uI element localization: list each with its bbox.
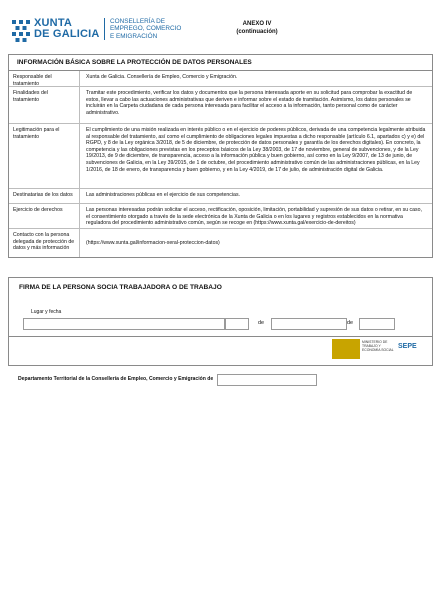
row-value: El cumplimiento de una misión realizada en interés público o en el ejercicio de poderes públicos, derivada de una competencia legalmente atribuida al responsable del tratamiento, así como el cumplimiento de obligaciones legales impuestas a dicho responsable (artículo 6.1, apartados c) y e) del RGPD, y 8 de la Ley orgánica 3/2018, de 5 de diciembre, de protección de datos personales y garantía de los derechos digitales). En concreto, la competencia y las obligaciones previstas en los preceptos básicos de la Ley 38/2003, de 17 de noviembre, general de subvenciones, y de la Ley 19/2013, de 9 de diciembre, de transparencia, acceso a la información pública y buen gobierno, así como en la Ley 9/2007, de 13 de junio, de subvenciones de Galicia, en la Ley 39/2015, de 1 de octubre, del procedimiento administrativo común de las administraciones públicas, en la Ley 1/2016, de 18 de enero, de transparencia y buen gobierno, y en la Ley 4/2019, de 17 de julio, de administración digital de Galicia. xyxy=(86,127,426,173)
row-value: Tramitar este procedimiento, verificar los datos y documentos que la persona interesada aporte en su solicitud para comprobar la exactitud de estos, llevar a cabo las actuaciones administrativas que deriven e informar sobre el estado de tramitación. Asimismo, los datos personales se incluirán en la Carpeta ciudadana de cada persona interesada para facilitar el acceso a la información, tanto personal como de carácter administrativo. xyxy=(86,90,413,116)
sepe-logo: SEPE xyxy=(398,343,417,350)
annex-heading xyxy=(222,20,292,36)
place-input[interactable] xyxy=(23,318,225,330)
conselleria-line: CONSELLERÍA DE xyxy=(110,18,166,25)
row-label: Legitimación para el tratamiento xyxy=(9,124,80,188)
place-date-label: Lugar y fecha xyxy=(31,309,62,315)
table-row xyxy=(9,189,432,204)
row-value: Xunta de Galicia. Consellería de Empleo, Comercio y Emigración. xyxy=(86,74,238,80)
row-label: Destinatarias de los datos xyxy=(9,189,80,203)
xunta-logo xyxy=(12,18,100,46)
row-label: Contacto con la persona delegada de protección de datos y más información xyxy=(9,229,80,257)
row-label: Responsable del tratamiento xyxy=(9,71,80,86)
year-input[interactable] xyxy=(359,318,395,330)
conselleria-line: EMPREGO, COMERCIO xyxy=(110,25,182,33)
table-row xyxy=(9,87,432,124)
table-row xyxy=(9,204,432,229)
de-separator: de xyxy=(347,320,353,326)
data-protection-table xyxy=(8,54,433,258)
row-label: Finalidades del tratamiento xyxy=(9,87,80,123)
annex-continuation: (continuación) xyxy=(236,29,278,35)
contact-link[interactable]: (https://www.xunta.gal/informacion-xeral-proteccion-datos) xyxy=(86,239,220,246)
row-label: Ejercicio de derechos xyxy=(9,204,80,228)
ministry-name: MINISTERIO DE TRABAJO Y ECONOMÍA SOCIAL xyxy=(362,340,394,352)
department-label: Departamento Territorial de la Consellería de Empleo, Comercio y Emigración de xyxy=(18,376,214,382)
table-row xyxy=(9,71,432,87)
day-input[interactable] xyxy=(225,318,249,330)
row-value: Las personas interesadas podrán solicitar el acceso, rectificación, oposición, limitación, portabilidad y supresión de sus datos o retirar, en su caso, el consentimiento otorgado a través de la sede electrónica de la Xunta de Galicia o en los lugares y registros establecidos en la normativa reguladora del procedimiento administrativo común, según se recoge en (https://www.xunta.gal/exercicio-de-dereitos) xyxy=(86,207,422,227)
logo-line1: XUNTA xyxy=(34,17,73,29)
conselleria-line: E EMIGRACIÓN xyxy=(110,32,158,40)
row-value: Las administraciones públicas en el ejercicio de sus competencias. xyxy=(86,192,240,198)
xunta-logo-text xyxy=(34,18,100,40)
logos-bar xyxy=(8,335,433,366)
row-value xyxy=(80,229,432,257)
table-row xyxy=(9,229,432,257)
signature-section xyxy=(8,277,433,337)
table-row xyxy=(9,124,432,189)
annex-title: ANEXO IV xyxy=(242,21,272,27)
section-title: INFORMACIÓN BÁSICA SOBRE LA PROTECCIÓN DE DATOS PERSONALES xyxy=(9,55,432,71)
de-separator: de xyxy=(258,320,264,326)
conselleria-name xyxy=(104,18,202,40)
department-input[interactable] xyxy=(217,374,317,386)
month-input[interactable] xyxy=(271,318,347,330)
ministry-shield-icon xyxy=(332,339,360,359)
xunta-emblem-icon xyxy=(12,20,30,42)
logo-line2: DE GALICIA xyxy=(34,28,100,40)
signature-title: FIRMA DE LA PERSONA SOCIA TRABAJADORA O DE TRABAJO xyxy=(19,284,222,291)
